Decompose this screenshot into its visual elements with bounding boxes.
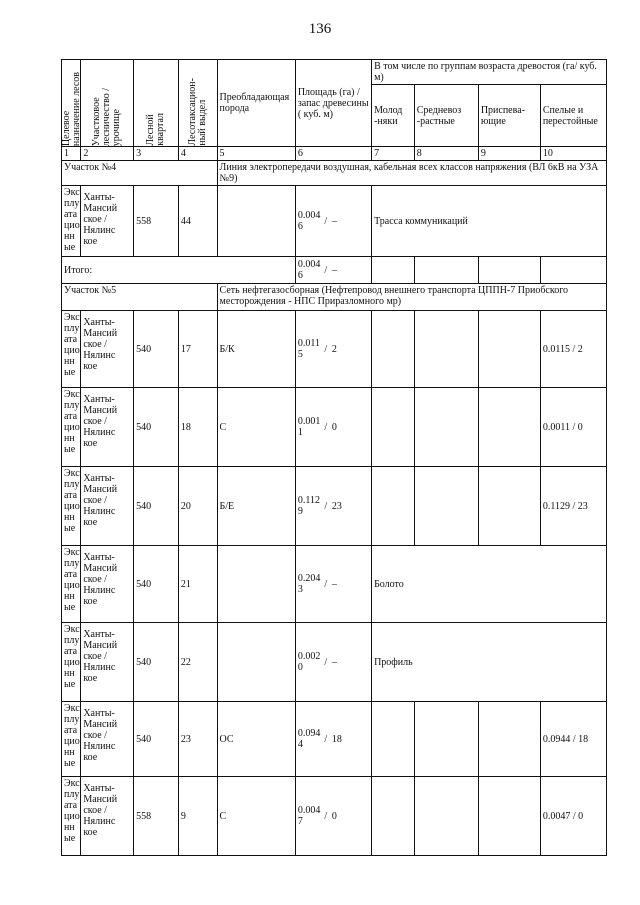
column-number: 4 <box>178 147 217 161</box>
note-cell: Профиль <box>372 623 607 702</box>
middle-aged-cell <box>414 311 478 388</box>
middle-aged-cell <box>414 467 478 546</box>
section-description: Линия электропередачи воздушная, кабельная всех классов напряжения (ВЛ 6кВ на УЗА №9) <box>217 161 606 186</box>
header-middle: Средневоз -растные <box>414 85 478 147</box>
area-separator: / <box>324 421 328 433</box>
kvartal-cell: 540 <box>134 623 179 702</box>
species-cell: С <box>217 777 295 856</box>
ripening-cell <box>478 311 540 388</box>
column-numbers-row <box>62 147 607 161</box>
forestry-cell: Ханты- Мансий ское / Нялинс кое <box>81 388 134 467</box>
forestry-cell: Ханты- Мансий ское / Нялинс кое <box>81 186 134 257</box>
forestry-cell: Ханты- Мансий ское / Нялинс кое <box>81 467 134 546</box>
vydel-cell: 18 <box>178 388 217 467</box>
total-area-value: 0.004 6 <box>297 259 321 281</box>
area-separator: / <box>324 500 328 512</box>
header-ripening: Приспева-ющие <box>478 85 540 147</box>
vydel-cell: 20 <box>178 467 217 546</box>
purpose-cell: Экс плу ата цио нн ые <box>62 777 81 856</box>
vydel-cell: 44 <box>178 186 217 257</box>
table-row <box>62 546 607 623</box>
vydel-cell: 22 <box>178 623 217 702</box>
table-row <box>62 186 607 257</box>
species-cell: С <box>217 388 295 467</box>
species-cell: Б/Е <box>217 467 295 546</box>
purpose-cell: Экс плу ата цио нн ые <box>62 388 81 467</box>
ripening-cell <box>478 388 540 467</box>
column-number: 9 <box>478 147 540 161</box>
total-volume-value: – <box>331 264 337 276</box>
section-label: Участок №5 <box>62 284 218 311</box>
total-row <box>62 257 607 284</box>
area-value: 0.004 7 <box>297 805 321 827</box>
header-age-groups: В том числе по группам возраста древостоя (га/ куб. м) <box>372 60 607 85</box>
purpose-cell: Экс плу ата цио нн ые <box>62 623 81 702</box>
ripening-cell <box>478 702 540 777</box>
table-row <box>62 623 607 702</box>
column-number: 10 <box>540 147 606 161</box>
area-value: 0.011 5 <box>297 338 320 360</box>
header-row <box>62 60 607 85</box>
empty-cell <box>540 257 606 284</box>
young-cell <box>372 311 415 388</box>
area-value: 0.004 6 <box>297 210 321 232</box>
column-number: 3 <box>134 147 179 161</box>
section-label: Участок №4 <box>62 161 218 186</box>
volume-value: 2 <box>331 343 337 355</box>
page-number: 136 <box>308 21 332 37</box>
empty-cell <box>414 257 478 284</box>
area-cell <box>295 546 371 623</box>
purpose-cell: Экс плу ата цио нн ые <box>62 186 81 257</box>
section-4-header <box>62 161 607 186</box>
header-young: Молод -няки <box>372 85 415 147</box>
ripening-cell <box>478 777 540 856</box>
species-cell <box>217 186 295 257</box>
mature-cell: 0.0047 / 0 <box>540 777 606 856</box>
table-row <box>62 467 607 546</box>
header-purpose: Целевое назначение лесов <box>62 60 81 147</box>
volume-value: – <box>331 656 337 668</box>
forestry-cell: Ханты- Мансий ское / Нялинс кое <box>81 623 134 702</box>
area-value: 0.094 4 <box>297 728 321 750</box>
area-cell <box>295 186 371 257</box>
mature-cell: 0.0011 / 0 <box>540 388 606 467</box>
note-cell: Трасса коммуникаций <box>372 186 607 257</box>
volume-value: – <box>331 578 337 590</box>
young-cell <box>372 467 415 546</box>
forestry-cell: Ханты- Мансий ское / Нялинс кое <box>81 311 134 388</box>
empty-cell <box>372 257 415 284</box>
column-number: 1 <box>62 147 81 161</box>
table-row <box>62 311 607 388</box>
young-cell <box>372 388 415 467</box>
header-area: Площадь (га) / запас древесины ( куб. м) <box>295 60 371 147</box>
header-vydel: Лесотаксацион- ный выдел <box>178 60 217 147</box>
forest-table <box>61 59 607 856</box>
middle-aged-cell <box>414 777 478 856</box>
area-separator: / <box>324 733 328 745</box>
volume-value: – <box>331 215 337 227</box>
column-number: 5 <box>217 147 295 161</box>
header-species: Преобладающая порода <box>217 60 295 147</box>
species-cell <box>217 623 295 702</box>
kvartal-cell: 540 <box>134 311 179 388</box>
middle-aged-cell <box>414 702 478 777</box>
column-number: 2 <box>81 147 134 161</box>
area-value: 0.112 9 <box>297 495 320 517</box>
column-number: 6 <box>295 147 371 161</box>
area-separator: / <box>324 810 328 822</box>
area-cell <box>295 311 371 388</box>
purpose-cell: Экс плу ата цио нн ые <box>62 311 81 388</box>
area-value: 0.204 3 <box>297 573 321 595</box>
purpose-cell: Экс плу ата цио нн ые <box>62 702 81 777</box>
kvartal-cell: 558 <box>134 186 179 257</box>
area-cell <box>295 467 371 546</box>
volume-value: 23 <box>331 500 342 512</box>
area-separator: / <box>324 343 328 355</box>
kvartal-cell: 540 <box>134 388 179 467</box>
area-cell <box>295 702 371 777</box>
volume-value: 0 <box>331 810 337 822</box>
mature-cell: 0.0115 / 2 <box>540 311 606 388</box>
forestry-cell: Ханты- Мансий ское / Нялинс кое <box>81 777 134 856</box>
middle-aged-cell <box>414 388 478 467</box>
forestry-cell: Ханты- Мансий ское / Нялинс кое <box>81 546 134 623</box>
species-cell <box>217 546 295 623</box>
area-separator: / <box>324 215 328 227</box>
header-forestry: Участковое лесничество / урочище <box>81 60 134 147</box>
total-separator: / <box>324 264 328 276</box>
vydel-cell: 21 <box>178 546 217 623</box>
vydel-cell: 9 <box>178 777 217 856</box>
area-separator: / <box>324 656 328 668</box>
kvartal-cell: 540 <box>134 467 179 546</box>
area-cell <box>295 777 371 856</box>
mature-cell: 0.0944 / 18 <box>540 702 606 777</box>
ripening-cell <box>478 467 540 546</box>
empty-cell <box>478 257 540 284</box>
young-cell <box>372 702 415 777</box>
volume-value: 18 <box>331 733 342 745</box>
vydel-cell: 23 <box>178 702 217 777</box>
area-value: 0.002 0 <box>297 651 321 673</box>
area-value: 0.001 1 <box>297 416 321 438</box>
volume-value: 0 <box>331 421 337 433</box>
species-cell: Б/К <box>217 311 295 388</box>
column-number: 7 <box>372 147 415 161</box>
area-separator: / <box>324 578 328 590</box>
purpose-cell: Экс плу ата цио нн ые <box>62 467 81 546</box>
section-5-header <box>62 284 607 311</box>
table-row <box>62 388 607 467</box>
kvartal-cell: 558 <box>134 777 179 856</box>
section-description: Сеть нефтегазосборная (Нефтепровод внешнего транспорта ЦППН-7 Приобского месторождения - НПС Приразломного мр) <box>217 284 606 311</box>
species-cell: ОС <box>217 702 295 777</box>
vydel-cell: 17 <box>178 311 217 388</box>
forestry-cell: Ханты- Мансий ское / Нялинс кое <box>81 702 134 777</box>
mature-cell: 0.1129 / 23 <box>540 467 606 546</box>
kvartal-cell: 540 <box>134 546 179 623</box>
young-cell <box>372 777 415 856</box>
purpose-cell: Экс плу ата цио нн ые <box>62 546 81 623</box>
column-number: 8 <box>414 147 478 161</box>
table-row <box>62 702 607 777</box>
header-mature: Спелые и перестойные <box>540 85 606 147</box>
area-cell <box>295 388 371 467</box>
total-area-cell <box>295 257 371 284</box>
total-label: Итого: <box>62 257 296 284</box>
note-cell: Болото <box>372 546 607 623</box>
kvartal-cell: 540 <box>134 702 179 777</box>
area-cell <box>295 623 371 702</box>
header-kvartal: Лесной квартал <box>134 60 179 147</box>
table-row <box>62 777 607 856</box>
